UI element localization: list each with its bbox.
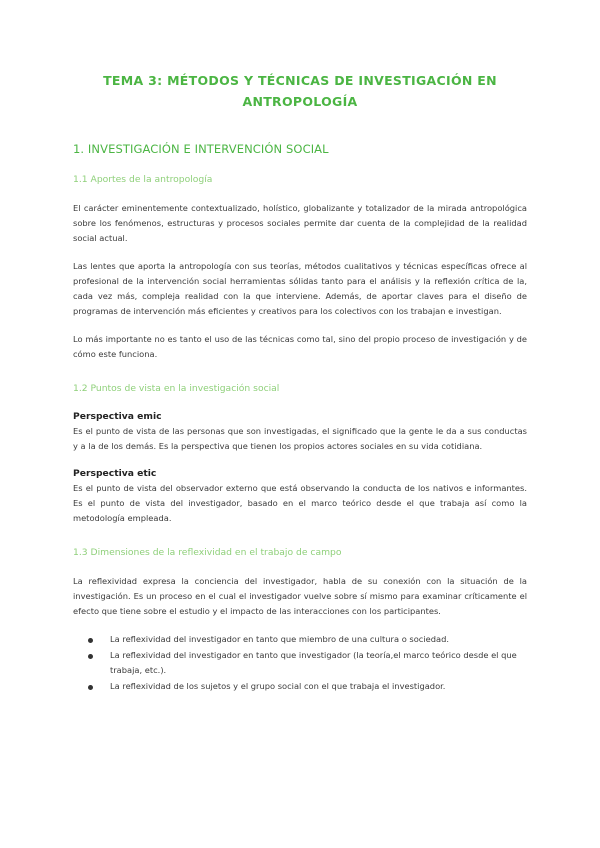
emic-block <box>73 410 527 454</box>
bullet-icon <box>88 654 93 659</box>
subsection-1-1-heading: 1.1 Aportes de la antropología <box>73 174 213 185</box>
document-title <box>73 70 527 112</box>
reflexivity-list <box>73 632 527 694</box>
paragraph-1-1-b: Las lentes que aporta la antropología con sus teorías, métodos cualitativos y técnicas específicas ofrece al profesional de la intervención social herramientas sólidas tanto para el análisis y la reflexión crítica de la, cada vez más, compleja realidad con la que interviene. Además, de aportar claves para el diseño de programas de intervención más eficientes y creativos para los colectivos con los trabajan e investigan. <box>73 261 527 316</box>
subsection-1-3-heading: 1.3 Dimensiones de la reflexividad en el trabajo de campo <box>73 547 342 558</box>
paragraph-1-3: La reflexividad expresa la conciencia del investigador, habla de su conexión con la situación de la investigación. Es un proceso en el cual el investigador vuelve sobre sí mismo para examinar críticamente el efecto que tiene sobre el estudio y el impacto de las interacciones con los participantes. <box>73 576 527 616</box>
list-item-text: La reflexividad de los sujetos y el grupo social con el que trabaja el investigador. <box>110 681 446 691</box>
subsection-1-2-heading: 1.2 Puntos de vista en la investigación social <box>73 383 280 394</box>
etic-text: Es el punto de vista del observador externo que está observando la conducta de los nativos e informantes. Es el punto de vista del investigador, basado en el marco teórico desde el que trabaja así como la metodología empleada. <box>73 483 527 523</box>
paragraph-1-1-a: El carácter eminentemente contextualizado, holístico, globalizante y totalizador de la mirada antropológica sobre los fenómenos, estructuras y procesos sociales permite dar cuenta de la complejidad de la realidad social actual. <box>73 203 527 243</box>
paragraph-1-1-c: Lo más importante no es tanto el uso de las técnicas como tal, sino del propio proceso de investigación y de cómo este funciona. <box>73 334 527 359</box>
bullet-icon <box>88 638 93 643</box>
bullet-icon <box>88 685 93 690</box>
list-item <box>73 632 527 647</box>
list-item <box>73 648 527 678</box>
list-item-text: La reflexividad del investigador en tanto que miembro de una cultura o sociedad. <box>110 634 450 644</box>
emic-text: Es el punto de vista de las personas que son investigadas, el significado que la gente le da a sus conductas y a la de los demás. Es la perspectiva que tienen los propios actores sociales en su vida cotidiana. <box>73 426 527 451</box>
list-item-text: La reflexividad del investigador en tanto que investigador (la teoría,el marco teórico desde el que trabaja, etc.). <box>110 650 517 675</box>
list-item <box>73 679 527 694</box>
etic-block <box>73 467 527 526</box>
title-line-1: TEMA 3: MÉTODOS Y TÉCNICAS DE INVESTIGACIÓN EN <box>103 73 497 88</box>
section-1-heading: 1. INVESTIGACIÓN E INTERVENCIÓN SOCIAL <box>73 142 329 156</box>
title-line-2: ANTROPOLOGÍA <box>242 94 358 109</box>
emic-title: Perspectiva emic <box>73 411 162 422</box>
etic-title: Perspectiva etic <box>73 468 157 479</box>
